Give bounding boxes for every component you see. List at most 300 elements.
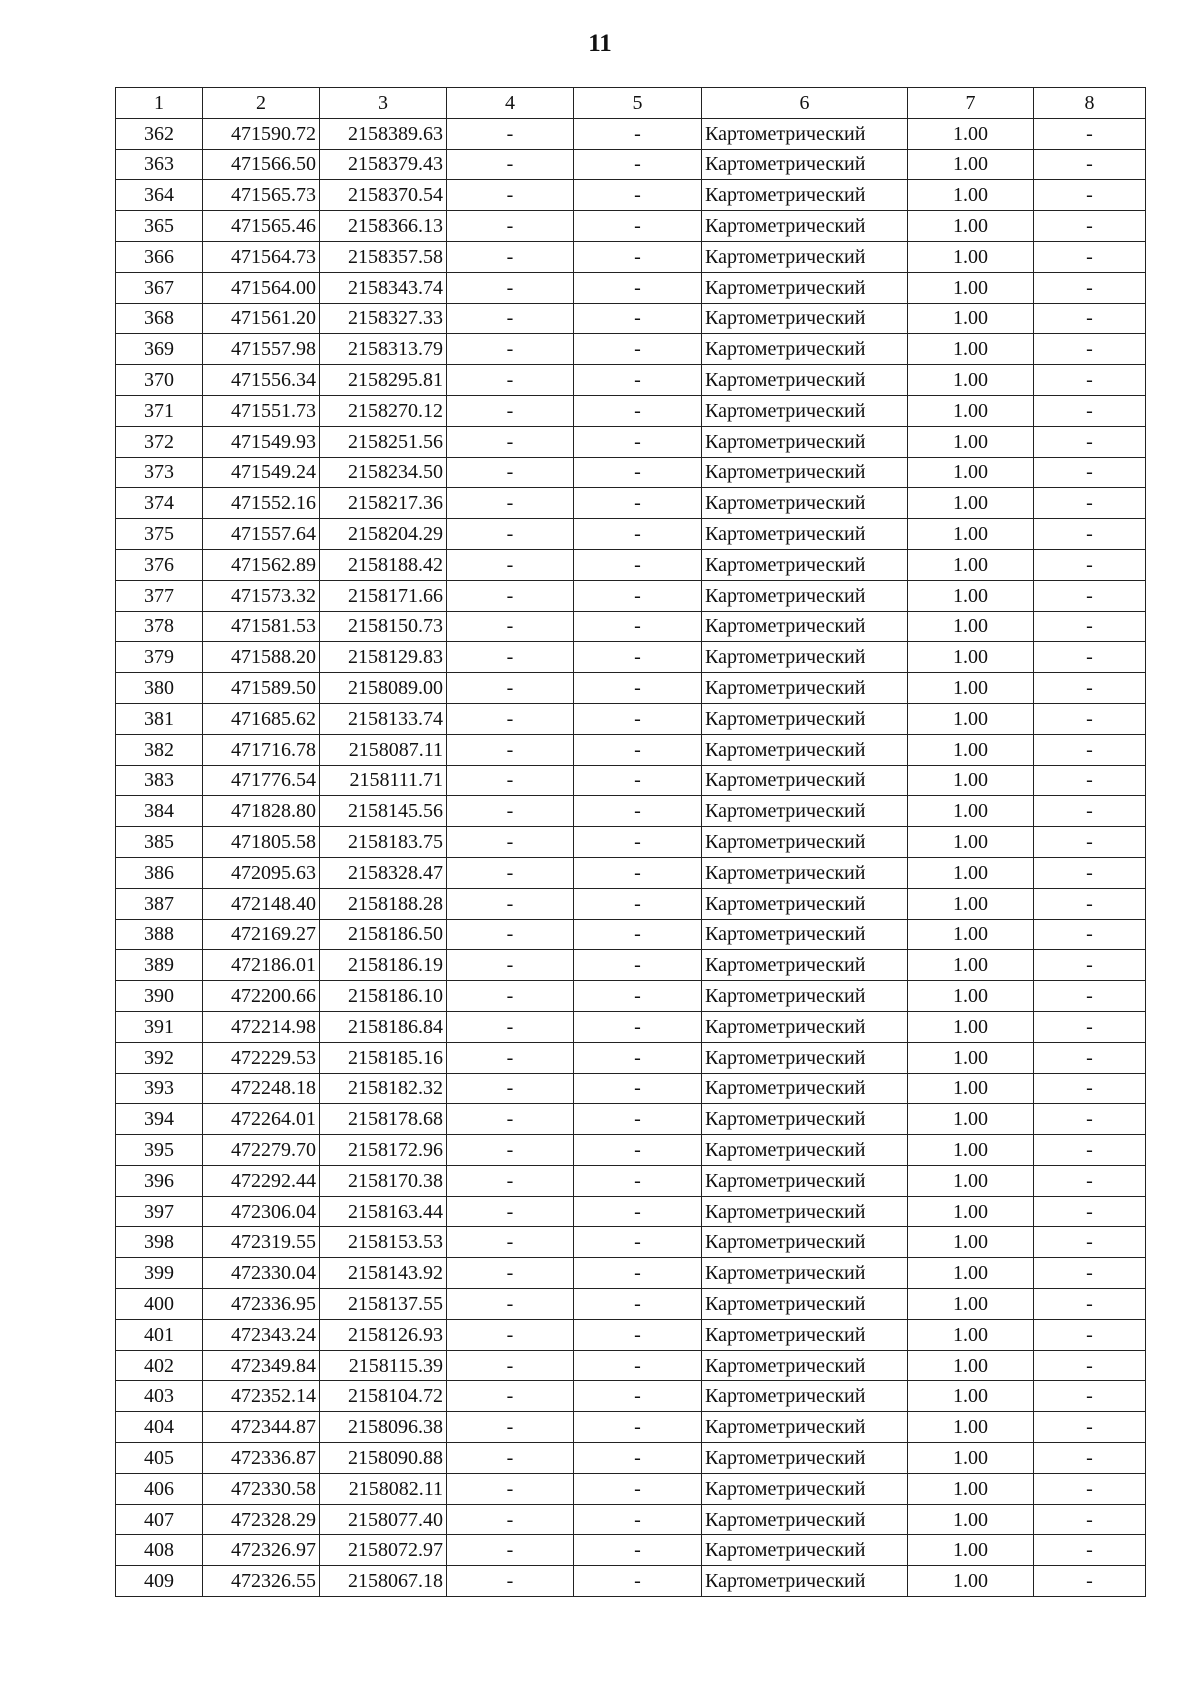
method-cell: Картометрический <box>702 549 908 580</box>
point-number-cell: 370 <box>116 365 203 396</box>
col-4-cell: - <box>447 1104 574 1135</box>
col-5-cell: - <box>574 703 702 734</box>
col-5-cell: - <box>574 149 702 180</box>
y-coordinate-cell: 2158090.88 <box>320 1443 447 1474</box>
x-coordinate-cell: 472330.58 <box>203 1473 320 1504</box>
col-8-cell: - <box>1034 1319 1146 1350</box>
col-5-cell: - <box>574 611 702 642</box>
x-coordinate-cell: 472264.01 <box>203 1104 320 1135</box>
point-number-cell: 385 <box>116 827 203 858</box>
col-4-cell: - <box>447 703 574 734</box>
table-row <box>116 1504 1146 1535</box>
col-4-cell: - <box>447 1473 574 1504</box>
accuracy-cell: 1.00 <box>908 1473 1034 1504</box>
accuracy-cell: 1.00 <box>908 303 1034 334</box>
x-coordinate-cell: 471565.46 <box>203 211 320 242</box>
point-number-cell: 363 <box>116 149 203 180</box>
col-5-cell: - <box>574 734 702 765</box>
column-header-7: 7 <box>908 88 1034 119</box>
point-number-cell: 386 <box>116 857 203 888</box>
accuracy-cell: 1.00 <box>908 950 1034 981</box>
accuracy-cell: 1.00 <box>908 1135 1034 1166</box>
method-cell: Картометрический <box>702 1412 908 1443</box>
table-row <box>116 272 1146 303</box>
col-8-cell: - <box>1034 272 1146 303</box>
x-coordinate-cell: 471716.78 <box>203 734 320 765</box>
col-8-cell: - <box>1034 118 1146 149</box>
col-5-cell: - <box>574 796 702 827</box>
table-row <box>116 950 1146 981</box>
col-4-cell: - <box>447 1196 574 1227</box>
method-cell: Картометрический <box>702 1473 908 1504</box>
x-coordinate-cell: 472344.87 <box>203 1412 320 1443</box>
col-4-cell: - <box>447 519 574 550</box>
method-cell: Картометрический <box>702 488 908 519</box>
col-8-cell: - <box>1034 1196 1146 1227</box>
accuracy-cell: 1.00 <box>908 118 1034 149</box>
method-cell: Картометрический <box>702 1073 908 1104</box>
col-4-cell: - <box>447 1443 574 1474</box>
point-number-cell: 364 <box>116 180 203 211</box>
point-number-cell: 384 <box>116 796 203 827</box>
y-coordinate-cell: 2158153.53 <box>320 1227 447 1258</box>
method-cell: Картометрический <box>702 395 908 426</box>
accuracy-cell: 1.00 <box>908 1504 1034 1535</box>
col-5-cell: - <box>574 488 702 519</box>
y-coordinate-cell: 2158343.74 <box>320 272 447 303</box>
col-4-cell: - <box>447 211 574 242</box>
accuracy-cell: 1.00 <box>908 1350 1034 1381</box>
table-row <box>116 1042 1146 1073</box>
point-number-cell: 404 <box>116 1412 203 1443</box>
point-number-cell: 398 <box>116 1227 203 1258</box>
col-8-cell: - <box>1034 1473 1146 1504</box>
x-coordinate-cell: 472336.87 <box>203 1443 320 1474</box>
method-cell: Картометрический <box>702 611 908 642</box>
method-cell: Картометрический <box>702 981 908 1012</box>
col-4-cell: - <box>447 1350 574 1381</box>
accuracy-cell: 1.00 <box>908 827 1034 858</box>
point-number-cell: 380 <box>116 673 203 704</box>
x-coordinate-cell: 471562.89 <box>203 549 320 580</box>
point-number-cell: 373 <box>116 457 203 488</box>
col-8-cell: - <box>1034 1350 1146 1381</box>
accuracy-cell: 1.00 <box>908 149 1034 180</box>
x-coordinate-cell: 472306.04 <box>203 1196 320 1227</box>
point-number-cell: 396 <box>116 1165 203 1196</box>
method-cell: Картометрический <box>702 673 908 704</box>
col-8-cell: - <box>1034 1135 1146 1166</box>
table-row <box>116 1381 1146 1412</box>
col-5-cell: - <box>574 1258 702 1289</box>
y-coordinate-cell: 2158067.18 <box>320 1566 447 1597</box>
accuracy-cell: 1.00 <box>908 272 1034 303</box>
col-8-cell: - <box>1034 1289 1146 1320</box>
accuracy-cell: 1.00 <box>908 488 1034 519</box>
col-4-cell: - <box>447 981 574 1012</box>
method-cell: Картометрический <box>702 1165 908 1196</box>
x-coordinate-cell: 471828.80 <box>203 796 320 827</box>
col-5-cell: - <box>574 519 702 550</box>
col-8-cell: - <box>1034 149 1146 180</box>
accuracy-cell: 1.00 <box>908 1566 1034 1597</box>
y-coordinate-cell: 2158087.11 <box>320 734 447 765</box>
col-8-cell: - <box>1034 180 1146 211</box>
col-4-cell: - <box>447 365 574 396</box>
table-row <box>116 1473 1146 1504</box>
col-5-cell: - <box>574 1319 702 1350</box>
method-cell: Картометрический <box>702 950 908 981</box>
accuracy-cell: 1.00 <box>908 180 1034 211</box>
method-cell: Картометрический <box>702 211 908 242</box>
col-4-cell: - <box>447 919 574 950</box>
point-number-cell: 382 <box>116 734 203 765</box>
col-5-cell: - <box>574 1042 702 1073</box>
y-coordinate-cell: 2158150.73 <box>320 611 447 642</box>
x-coordinate-cell: 472349.84 <box>203 1350 320 1381</box>
x-coordinate-cell: 471551.73 <box>203 395 320 426</box>
accuracy-cell: 1.00 <box>908 1381 1034 1412</box>
y-coordinate-cell: 2158327.33 <box>320 303 447 334</box>
x-coordinate-cell: 472186.01 <box>203 950 320 981</box>
col-5-cell: - <box>574 1011 702 1042</box>
col-8-cell: - <box>1034 827 1146 858</box>
y-coordinate-cell: 2158183.75 <box>320 827 447 858</box>
table-row <box>116 673 1146 704</box>
x-coordinate-cell: 471566.50 <box>203 149 320 180</box>
x-coordinate-cell: 472330.04 <box>203 1258 320 1289</box>
col-5-cell: - <box>574 365 702 396</box>
page-number: 11 <box>588 30 612 57</box>
accuracy-cell: 1.00 <box>908 334 1034 365</box>
accuracy-cell: 1.00 <box>908 765 1034 796</box>
header-row <box>116 88 1146 119</box>
col-5-cell: - <box>574 1135 702 1166</box>
col-8-cell: - <box>1034 673 1146 704</box>
col-8-cell: - <box>1034 1381 1146 1412</box>
col-8-cell: - <box>1034 1566 1146 1597</box>
col-4-cell: - <box>447 1319 574 1350</box>
x-coordinate-cell: 472343.24 <box>203 1319 320 1350</box>
accuracy-cell: 1.00 <box>908 1412 1034 1443</box>
table-row <box>116 1196 1146 1227</box>
col-4-cell: - <box>447 1535 574 1566</box>
point-number-cell: 376 <box>116 549 203 580</box>
col-5-cell: - <box>574 765 702 796</box>
accuracy-cell: 1.00 <box>908 1073 1034 1104</box>
point-number-cell: 368 <box>116 303 203 334</box>
accuracy-cell: 1.00 <box>908 211 1034 242</box>
method-cell: Картометрический <box>702 426 908 457</box>
point-number-cell: 378 <box>116 611 203 642</box>
method-cell: Картометрический <box>702 1227 908 1258</box>
point-number-cell: 408 <box>116 1535 203 1566</box>
col-5-cell: - <box>574 1535 702 1566</box>
col-5-cell: - <box>574 1504 702 1535</box>
y-coordinate-cell: 2158370.54 <box>320 180 447 211</box>
method-cell: Картометрический <box>702 765 908 796</box>
col-8-cell: - <box>1034 241 1146 272</box>
x-coordinate-cell: 472095.63 <box>203 857 320 888</box>
col-4-cell: - <box>447 827 574 858</box>
table-row <box>116 303 1146 334</box>
y-coordinate-cell: 2158178.68 <box>320 1104 447 1135</box>
point-number-cell: 379 <box>116 642 203 673</box>
col-8-cell: - <box>1034 488 1146 519</box>
y-coordinate-cell: 2158182.32 <box>320 1073 447 1104</box>
point-number-cell: 381 <box>116 703 203 734</box>
col-4-cell: - <box>447 796 574 827</box>
column-header-6: 6 <box>702 88 908 119</box>
table-row <box>116 611 1146 642</box>
col-5-cell: - <box>574 919 702 950</box>
table-row <box>116 426 1146 457</box>
method-cell: Картометрический <box>702 1319 908 1350</box>
point-number-cell: 395 <box>116 1135 203 1166</box>
point-number-cell: 400 <box>116 1289 203 1320</box>
accuracy-cell: 1.00 <box>908 1011 1034 1042</box>
column-header-1: 1 <box>116 88 203 119</box>
point-number-cell: 394 <box>116 1104 203 1135</box>
table-row <box>116 118 1146 149</box>
method-cell: Картометрический <box>702 1350 908 1381</box>
col-8-cell: - <box>1034 981 1146 1012</box>
col-4-cell: - <box>447 1227 574 1258</box>
table-row <box>116 827 1146 858</box>
y-coordinate-cell: 2158217.36 <box>320 488 447 519</box>
y-coordinate-cell: 2158133.74 <box>320 703 447 734</box>
y-coordinate-cell: 2158379.43 <box>320 149 447 180</box>
col-5-cell: - <box>574 1443 702 1474</box>
y-coordinate-cell: 2158137.55 <box>320 1289 447 1320</box>
point-number-cell: 374 <box>116 488 203 519</box>
col-4-cell: - <box>447 765 574 796</box>
accuracy-cell: 1.00 <box>908 426 1034 457</box>
y-coordinate-cell: 2158143.92 <box>320 1258 447 1289</box>
point-number-cell: 405 <box>116 1443 203 1474</box>
accuracy-cell: 1.00 <box>908 1165 1034 1196</box>
y-coordinate-cell: 2158366.13 <box>320 211 447 242</box>
accuracy-cell: 1.00 <box>908 580 1034 611</box>
y-coordinate-cell: 2158188.42 <box>320 549 447 580</box>
method-cell: Картометрический <box>702 1443 908 1474</box>
col-8-cell: - <box>1034 642 1146 673</box>
col-4-cell: - <box>447 857 574 888</box>
point-number-cell: 367 <box>116 272 203 303</box>
accuracy-cell: 1.00 <box>908 457 1034 488</box>
col-4-cell: - <box>447 488 574 519</box>
col-4-cell: - <box>447 734 574 765</box>
point-number-cell: 390 <box>116 981 203 1012</box>
table-row <box>116 642 1146 673</box>
col-4-cell: - <box>447 1412 574 1443</box>
col-5-cell: - <box>574 673 702 704</box>
y-coordinate-cell: 2158096.38 <box>320 1412 447 1443</box>
accuracy-cell: 1.00 <box>908 395 1034 426</box>
table-row <box>116 1535 1146 1566</box>
column-header-3: 3 <box>320 88 447 119</box>
table-row <box>116 1350 1146 1381</box>
method-cell: Картометрический <box>702 334 908 365</box>
point-number-cell: 407 <box>116 1504 203 1535</box>
y-coordinate-cell: 2158186.19 <box>320 950 447 981</box>
point-number-cell: 371 <box>116 395 203 426</box>
col-5-cell: - <box>574 272 702 303</box>
col-4-cell: - <box>447 888 574 919</box>
accuracy-cell: 1.00 <box>908 1042 1034 1073</box>
method-cell: Картометрический <box>702 919 908 950</box>
table-row <box>116 703 1146 734</box>
accuracy-cell: 1.00 <box>908 1535 1034 1566</box>
col-4-cell: - <box>447 118 574 149</box>
col-5-cell: - <box>574 1412 702 1443</box>
x-coordinate-cell: 472229.53 <box>203 1042 320 1073</box>
col-5-cell: - <box>574 1104 702 1135</box>
point-number-cell: 402 <box>116 1350 203 1381</box>
col-8-cell: - <box>1034 1504 1146 1535</box>
y-coordinate-cell: 2158185.16 <box>320 1042 447 1073</box>
col-8-cell: - <box>1034 857 1146 888</box>
col-4-cell: - <box>447 1566 574 1597</box>
col-4-cell: - <box>447 241 574 272</box>
point-number-cell: 397 <box>116 1196 203 1227</box>
col-8-cell: - <box>1034 1258 1146 1289</box>
col-8-cell: - <box>1034 1073 1146 1104</box>
table-row <box>116 857 1146 888</box>
accuracy-cell: 1.00 <box>908 1319 1034 1350</box>
accuracy-cell: 1.00 <box>908 673 1034 704</box>
y-coordinate-cell: 2158077.40 <box>320 1504 447 1535</box>
table-row <box>116 919 1146 950</box>
y-coordinate-cell: 2158129.83 <box>320 642 447 673</box>
y-coordinate-cell: 2158170.38 <box>320 1165 447 1196</box>
col-8-cell: - <box>1034 919 1146 950</box>
table-row <box>116 1443 1146 1474</box>
x-coordinate-cell: 471561.20 <box>203 303 320 334</box>
x-coordinate-cell: 471564.73 <box>203 241 320 272</box>
point-number-cell: 369 <box>116 334 203 365</box>
y-coordinate-cell: 2158389.63 <box>320 118 447 149</box>
col-4-cell: - <box>447 611 574 642</box>
table-row <box>116 1073 1146 1104</box>
y-coordinate-cell: 2158313.79 <box>320 334 447 365</box>
table-row <box>116 1412 1146 1443</box>
method-cell: Картометрический <box>702 1104 908 1135</box>
method-cell: Картометрический <box>702 241 908 272</box>
accuracy-cell: 1.00 <box>908 981 1034 1012</box>
x-coordinate-cell: 472169.27 <box>203 919 320 950</box>
x-coordinate-cell: 472148.40 <box>203 888 320 919</box>
accuracy-cell: 1.00 <box>908 365 1034 396</box>
table-row <box>116 211 1146 242</box>
table-row <box>116 365 1146 396</box>
x-coordinate-cell: 472292.44 <box>203 1165 320 1196</box>
accuracy-cell: 1.00 <box>908 519 1034 550</box>
y-coordinate-cell: 2158115.39 <box>320 1350 447 1381</box>
method-cell: Картометрический <box>702 1566 908 1597</box>
accuracy-cell: 1.00 <box>908 642 1034 673</box>
col-8-cell: - <box>1034 1412 1146 1443</box>
x-coordinate-cell: 471549.24 <box>203 457 320 488</box>
x-coordinate-cell: 472326.55 <box>203 1566 320 1597</box>
col-4-cell: - <box>447 1042 574 1073</box>
col-5-cell: - <box>574 457 702 488</box>
column-header-4: 4 <box>447 88 574 119</box>
col-8-cell: - <box>1034 365 1146 396</box>
col-5-cell: - <box>574 981 702 1012</box>
x-coordinate-cell: 471552.16 <box>203 488 320 519</box>
y-coordinate-cell: 2158072.97 <box>320 1535 447 1566</box>
col-5-cell: - <box>574 1196 702 1227</box>
accuracy-cell: 1.00 <box>908 611 1034 642</box>
col-5-cell: - <box>574 1350 702 1381</box>
col-4-cell: - <box>447 1073 574 1104</box>
x-coordinate-cell: 472328.29 <box>203 1504 320 1535</box>
x-coordinate-cell: 471685.62 <box>203 703 320 734</box>
method-cell: Картометрический <box>702 1258 908 1289</box>
col-4-cell: - <box>447 1165 574 1196</box>
point-number-cell: 366 <box>116 241 203 272</box>
table-body <box>116 118 1146 1596</box>
method-cell: Картометрический <box>702 1535 908 1566</box>
col-4-cell: - <box>447 1135 574 1166</box>
point-number-cell: 383 <box>116 765 203 796</box>
col-5-cell: - <box>574 118 702 149</box>
point-number-cell: 389 <box>116 950 203 981</box>
col-5-cell: - <box>574 857 702 888</box>
method-cell: Картометрический <box>702 118 908 149</box>
col-5-cell: - <box>574 1566 702 1597</box>
col-5-cell: - <box>574 1289 702 1320</box>
x-coordinate-cell: 471556.34 <box>203 365 320 396</box>
col-4-cell: - <box>447 1504 574 1535</box>
method-cell: Картометрический <box>702 796 908 827</box>
accuracy-cell: 1.00 <box>908 888 1034 919</box>
x-coordinate-cell: 471588.20 <box>203 642 320 673</box>
y-coordinate-cell: 2158163.44 <box>320 1196 447 1227</box>
x-coordinate-cell: 472336.95 <box>203 1289 320 1320</box>
col-8-cell: - <box>1034 1227 1146 1258</box>
col-8-cell: - <box>1034 395 1146 426</box>
x-coordinate-cell: 472352.14 <box>203 1381 320 1412</box>
col-8-cell: - <box>1034 1443 1146 1474</box>
col-4-cell: - <box>447 549 574 580</box>
x-coordinate-cell: 471557.98 <box>203 334 320 365</box>
y-coordinate-cell: 2158186.84 <box>320 1011 447 1042</box>
method-cell: Картометрический <box>702 827 908 858</box>
table-row <box>116 1319 1146 1350</box>
column-header-2: 2 <box>203 88 320 119</box>
method-cell: Картометрический <box>702 642 908 673</box>
table-row <box>116 1289 1146 1320</box>
table-row <box>116 149 1146 180</box>
x-coordinate-cell: 472326.97 <box>203 1535 320 1566</box>
x-coordinate-cell: 471557.64 <box>203 519 320 550</box>
col-5-cell: - <box>574 303 702 334</box>
y-coordinate-cell: 2158204.29 <box>320 519 447 550</box>
x-coordinate-cell: 472214.98 <box>203 1011 320 1042</box>
col-8-cell: - <box>1034 457 1146 488</box>
method-cell: Картометрический <box>702 1381 908 1412</box>
col-5-cell: - <box>574 426 702 457</box>
method-cell: Картометрический <box>702 149 908 180</box>
col-8-cell: - <box>1034 549 1146 580</box>
x-coordinate-cell: 471805.58 <box>203 827 320 858</box>
x-coordinate-cell: 471590.72 <box>203 118 320 149</box>
table-row <box>116 734 1146 765</box>
col-5-cell: - <box>574 1473 702 1504</box>
method-cell: Картометрический <box>702 703 908 734</box>
